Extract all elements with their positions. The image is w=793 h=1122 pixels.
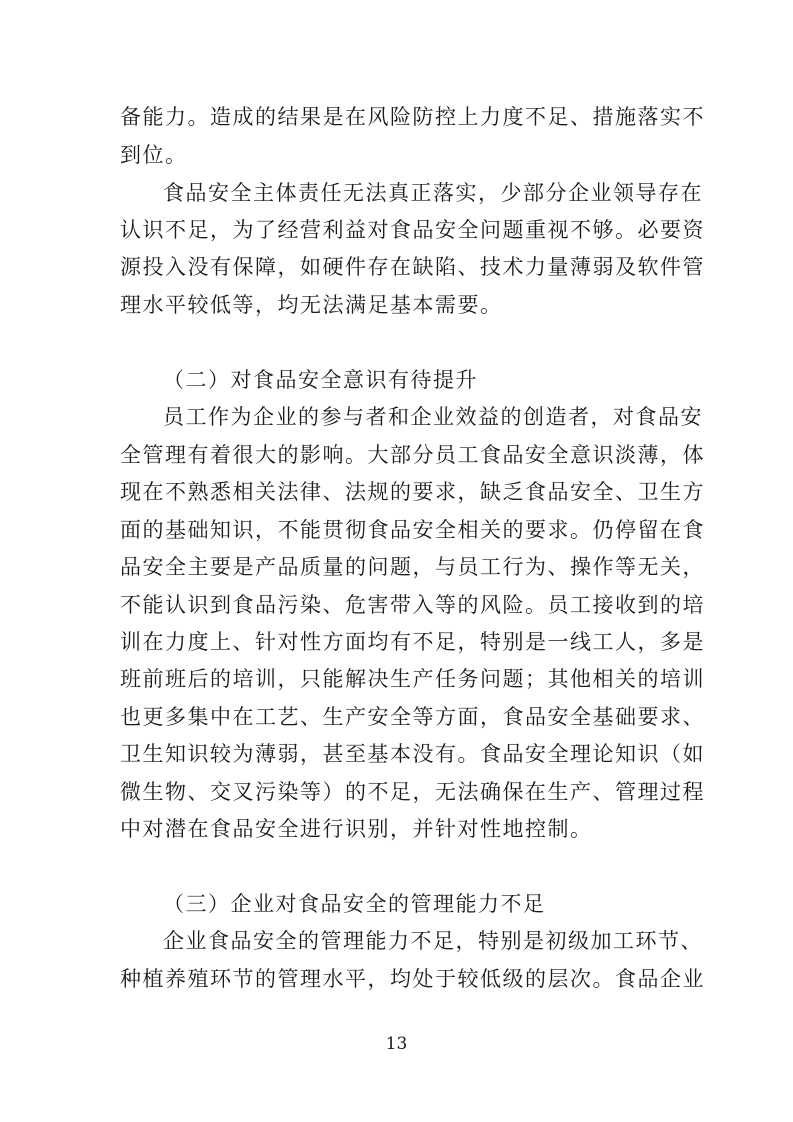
paragraph-line: 到位。 [120, 143, 188, 167]
paragraph-line: 中对潜在食品安全进行识别，并针对性地控制。 [120, 817, 593, 841]
paragraph-line: 卫生知识较为薄弱，甚至基本没有。食品安全理论知识（如 [120, 742, 705, 766]
section-heading: （二）对食品安全意识有待提升 [163, 368, 478, 392]
paragraph-line: 微生物、交叉污染等）的不足，无法确保在生产、管理过程 [120, 780, 705, 804]
paragraph-line: 员工作为企业的参与者和企业效益的创造者，对食品安 [163, 405, 703, 429]
paragraph-line: 食品安全主体责任无法真正落实，少部分企业领导存在 [163, 181, 703, 205]
paragraph-line: 种植养殖环节的管理水平，均处于较低级的层次。食品企业 [120, 967, 705, 991]
paragraph-line: 训在力度上、针对性方面均有不足，特别是一线工人，多是 [120, 630, 705, 654]
paragraph-line: 现在不熟悉相关法律、法规的要求，缺乏食品安全、卫生方 [120, 480, 705, 504]
section-heading: （三）企业对食品安全的管理能力不足 [163, 892, 546, 916]
paragraph-line: 品安全主要是产品质量的问题，与员工行为、操作等无关， [120, 555, 705, 579]
page-number: 13 [385, 1034, 408, 1054]
paragraph-line: 班前班后的培训，只能解决生产任务问题；其他相关的培训 [120, 667, 705, 691]
paragraph-line: 企业食品安全的管理能力不足，特别是初级加工环节、 [163, 929, 703, 953]
paragraph-line: 面的基础知识，不能贯彻食品安全相关的要求。仍停留在食 [120, 518, 705, 542]
paragraph-line: 全管理有着很大的影响。大部分员工食品安全意识淡薄，体 [120, 443, 705, 467]
paragraph-line: 理水平较低等，均无法满足基本需要。 [120, 293, 503, 317]
paragraph-line: 认识不足，为了经营利益对食品安全问题重视不够。必要资 [120, 218, 705, 242]
paragraph-line: 也更多集中在工艺、生产安全等方面，食品安全基础要求、 [120, 705, 705, 729]
paragraph-line: 备能力。造成的结果是在风险防控上力度不足、措施落实不 [120, 105, 705, 129]
paragraph-line: 源投入没有保障，如硬件存在缺陷、技术力量薄弱及软件管 [120, 255, 705, 279]
paragraph-line: 不能认识到食品污染、危害带入等的风险。员工接收到的培 [120, 593, 705, 617]
